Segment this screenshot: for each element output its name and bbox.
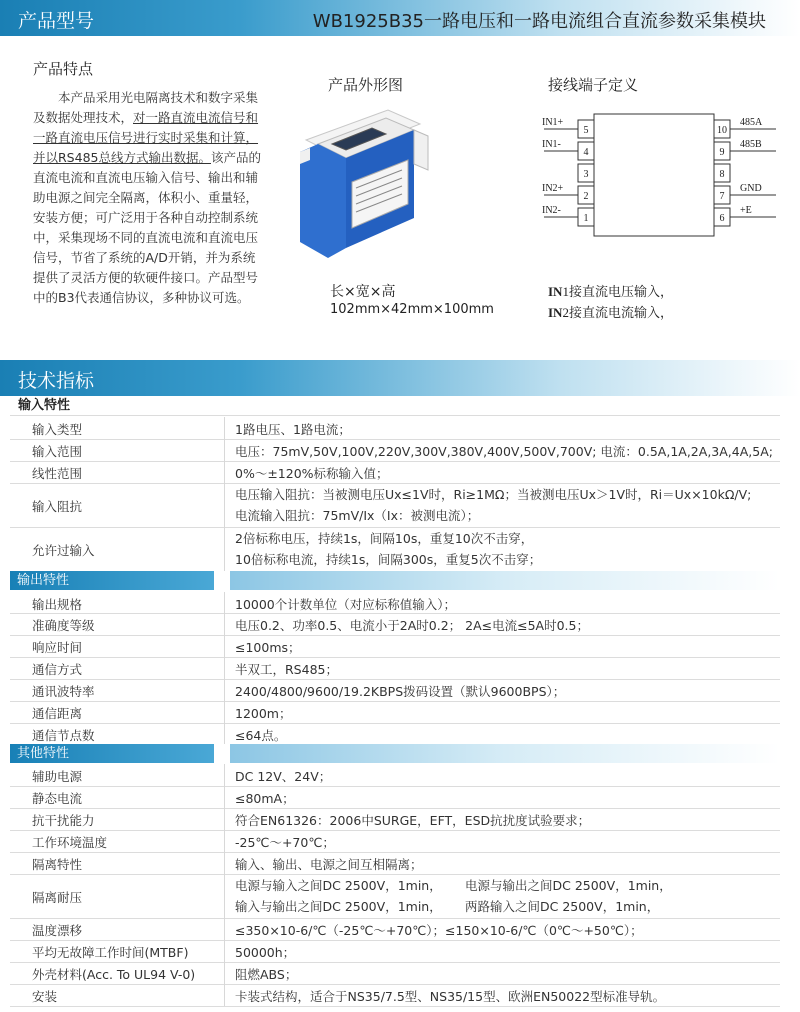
left-pin-number: 2 [583, 191, 589, 202]
row-value: 符合EN61326：2006中SURGE，EFT，ESD抗扰度试验要求； [235, 813, 591, 828]
other-heading-bar [10, 744, 780, 763]
row-label: 输入范围 [32, 444, 83, 459]
input-heading: 输入特性 [10, 396, 780, 416]
row-value-line2: 10倍标称电流，持续1s，间隔300s，重复5次不击穿； [235, 552, 542, 567]
row-label: 输出规格 [32, 596, 83, 612]
row-divider [224, 527, 225, 571]
row-label: 外壳材料(Acc. To UL94 V-0) [32, 967, 196, 982]
row-label: 响应时间 [32, 640, 83, 655]
right-pin-label: GND [740, 183, 762, 194]
left-pin-number: 5 [583, 125, 589, 136]
table-row [10, 417, 780, 440]
table-row [10, 527, 780, 572]
row-value: 半双工，RS485； [235, 662, 338, 677]
table-row [10, 592, 780, 614]
wiring-heading: 接线端子定义 [548, 76, 639, 94]
row-divider [224, 439, 225, 461]
row-label: 通信节点数 [32, 727, 95, 743]
left-pin-label: IN2+ [542, 183, 564, 194]
right-pin-number: 7 [719, 191, 725, 202]
row-value: 输入、输出、电源之间互相隔离； [235, 857, 423, 872]
row-label: 工作环境温度 [32, 835, 108, 850]
table-row [10, 874, 780, 919]
table-row [10, 786, 780, 809]
appearance-heading: 产品外形图 [328, 76, 404, 94]
row-label: 安装 [32, 989, 58, 1004]
wiring-note-2-prefix: IN [548, 305, 563, 320]
output-heading-fill [230, 571, 780, 590]
table-row [10, 679, 780, 702]
row-value: 50000h； [235, 945, 296, 960]
row-divider [224, 701, 225, 723]
row-label: 隔离特性 [32, 857, 83, 872]
row-divider [224, 461, 225, 483]
wiring-note-1 [548, 281, 673, 300]
row-value: 阻燃ABS； [235, 967, 298, 982]
features-text-2: 该产品的直流电流和直流电压输入信号、输出和辅助电源之间完全隔离，体积小、重量轻，安装方便；可广泛用于各种自动控制系统中，采集现场不同的直流电流和直流电压信号，节省了系统的A/D开销，并为系统提供了灵活方便的软硬件接口。产品型号中的B3代表通信协议，多种协议可选。 [33, 150, 261, 305]
table-row [10, 723, 780, 745]
wiring-note-2-text: 2接直流电流输入， [562, 305, 673, 320]
row-value-col2: 电源与输出之间DC 2500V，1min， [465, 878, 672, 893]
row-label: 通信距离 [32, 706, 83, 721]
dims-value: 102mm×42mm×100mm [330, 302, 494, 317]
table-row [10, 613, 780, 636]
row-label: 允许过输入 [32, 543, 95, 558]
row-divider [224, 679, 225, 701]
table-row [10, 461, 780, 484]
table-row [10, 657, 780, 680]
row-value: -25℃～+70℃； [235, 835, 335, 850]
other-heading: 其他特性 [10, 744, 214, 763]
output-heading: 输出特性 [10, 571, 214, 590]
row-divider [224, 962, 225, 984]
table-row [10, 962, 780, 985]
row-label: 通讯波特率 [32, 684, 95, 699]
right-pin-label: 485A [740, 117, 763, 128]
features-text-underlined: 对一路直流电流信号和一路直流电压信号进行实时采集和计算，并以RS485总线方式输出数据。 [33, 110, 259, 165]
output-heading-bar [10, 571, 780, 590]
row-divider [224, 874, 225, 918]
row-value: 卡装式结构，适合于NS35/7.5型、NS35/15型、欧洲EN50022型标准导轨。 [235, 989, 666, 1004]
row-value: 电源与输入之间DC 2500V，1min， [235, 878, 442, 893]
row-value: 电压0.2、功率0.5、电流小于2A时0.2； 2A≤电流≤5A时0.5； [235, 618, 589, 633]
right-pin-number: 9 [719, 147, 725, 158]
row-divider [224, 483, 225, 527]
wiring-note-1-text: 1接直流电压输入， [562, 284, 673, 299]
row-divider [224, 852, 225, 874]
right-pin-label: 485B [740, 139, 762, 150]
table-row [10, 830, 780, 853]
row-divider [224, 830, 225, 852]
left-pin-number: 1 [583, 213, 589, 224]
right-pin-number: 8 [719, 169, 725, 180]
wiring-diagram [540, 112, 780, 242]
row-divider [224, 918, 225, 940]
features-heading: 产品特点 [33, 60, 94, 78]
row-divider [224, 657, 225, 679]
row-value: ≤64点。 [235, 727, 287, 743]
row-value-line2: 电流输入阻抗：75mV/Ix（Ix：被测电流）； [235, 508, 480, 523]
row-divider [224, 635, 225, 657]
row-label: 线性范围 [32, 466, 83, 481]
table-row [10, 984, 780, 1007]
right-pin-number: 10 [717, 125, 727, 136]
row-value: ≤350×10-6/℃（-25℃～+70℃）；≤150×10-6/℃（0℃～+50℃）； [235, 923, 643, 938]
dims-label: 长×宽×高 [330, 284, 396, 300]
device-image [288, 100, 438, 260]
row-label: 隔离耐压 [32, 890, 83, 905]
row-label: 准确度等级 [32, 618, 95, 633]
wiring-note-1-prefix: IN [548, 284, 563, 299]
specs-title: 技术指标 [18, 370, 95, 392]
row-value: 1200m； [235, 706, 292, 721]
wiring-note-2 [548, 302, 673, 321]
row-value: 电压输入阻抗：当被测电压Ux≤1V时，Ri≥1MΩ；当被测电压Ux＞1V时，Ri＝Ux×10kΩ/V; [235, 487, 752, 502]
row-divider [224, 417, 225, 439]
row-value: DC 12V、24V； [235, 769, 332, 784]
page-title: WB1925B35一路电压和一路电流组合直流参数采集模块 [312, 11, 766, 32]
table-row [10, 918, 780, 941]
row-value: 2倍标称电压，持续1s，间隔10s，重复10次不击穿， [235, 531, 534, 546]
row-value: 1路电压、1路电流； [235, 422, 351, 437]
row-divider [224, 984, 225, 1006]
row-value: ≤80mA； [235, 791, 295, 806]
left-pin-label: IN1- [542, 139, 561, 150]
row-divider [224, 786, 225, 808]
row-value: 电压：75mV,50V,100V,220V,300V,380V,400V,500V,700V; 电流：0.5A,1A,2A,3A,4A,5A; [235, 444, 773, 459]
row-value: 2400/4800/9600/19.2KBPS拨码设置（默认9600BPS）； [235, 684, 566, 699]
row-divider [224, 940, 225, 962]
right-pin-label: +E [740, 205, 752, 216]
row-divider [224, 723, 225, 744]
row-divider [224, 592, 225, 613]
row-label: 抗干扰能力 [32, 813, 95, 828]
row-label: 输入阻抗 [32, 499, 83, 514]
table-row [10, 808, 780, 831]
row-value: 10000个计数单位（对应标称值输入）； [235, 596, 457, 612]
row-value: 0%～±120%标称输入值； [235, 466, 389, 481]
table-row [10, 852, 780, 875]
other-heading-fill [230, 744, 780, 763]
section-title: 产品型号 [18, 10, 95, 32]
specs-bar [0, 360, 800, 396]
table-row [10, 764, 780, 787]
right-pin-number: 6 [719, 213, 725, 224]
row-value-line2: 输入与输出之间DC 2500V，1min， [235, 899, 442, 914]
module-outline [594, 114, 714, 236]
row-label: 平均无故障工作时间(MTBF) [32, 945, 189, 960]
row-label: 辅助电源 [32, 769, 83, 784]
row-label: 温度漂移 [32, 923, 83, 938]
row-value: ≤100ms； [235, 640, 301, 655]
table-row [10, 483, 780, 528]
row-divider [224, 613, 225, 635]
table-row [10, 701, 780, 724]
table-row [10, 439, 780, 462]
row-label: 输入类型 [32, 422, 83, 437]
row-divider [224, 808, 225, 830]
row-label: 通信方式 [32, 662, 83, 677]
table-row [10, 940, 780, 963]
left-pin-number: 3 [583, 169, 589, 180]
left-pin-number: 4 [583, 147, 589, 158]
table-row [10, 635, 780, 658]
row-value-line2-col2: 两路输入之间DC 2500V，1min， [465, 899, 660, 914]
left-pin-label: IN1+ [542, 117, 564, 128]
features-text-1: 本产品采用光电隔离技术和数字采集及数据处理技术， [33, 90, 259, 125]
row-divider [224, 764, 225, 786]
left-pin-label: IN2- [542, 205, 561, 216]
row-label: 静态电流 [32, 791, 83, 806]
features-text [33, 88, 265, 308]
